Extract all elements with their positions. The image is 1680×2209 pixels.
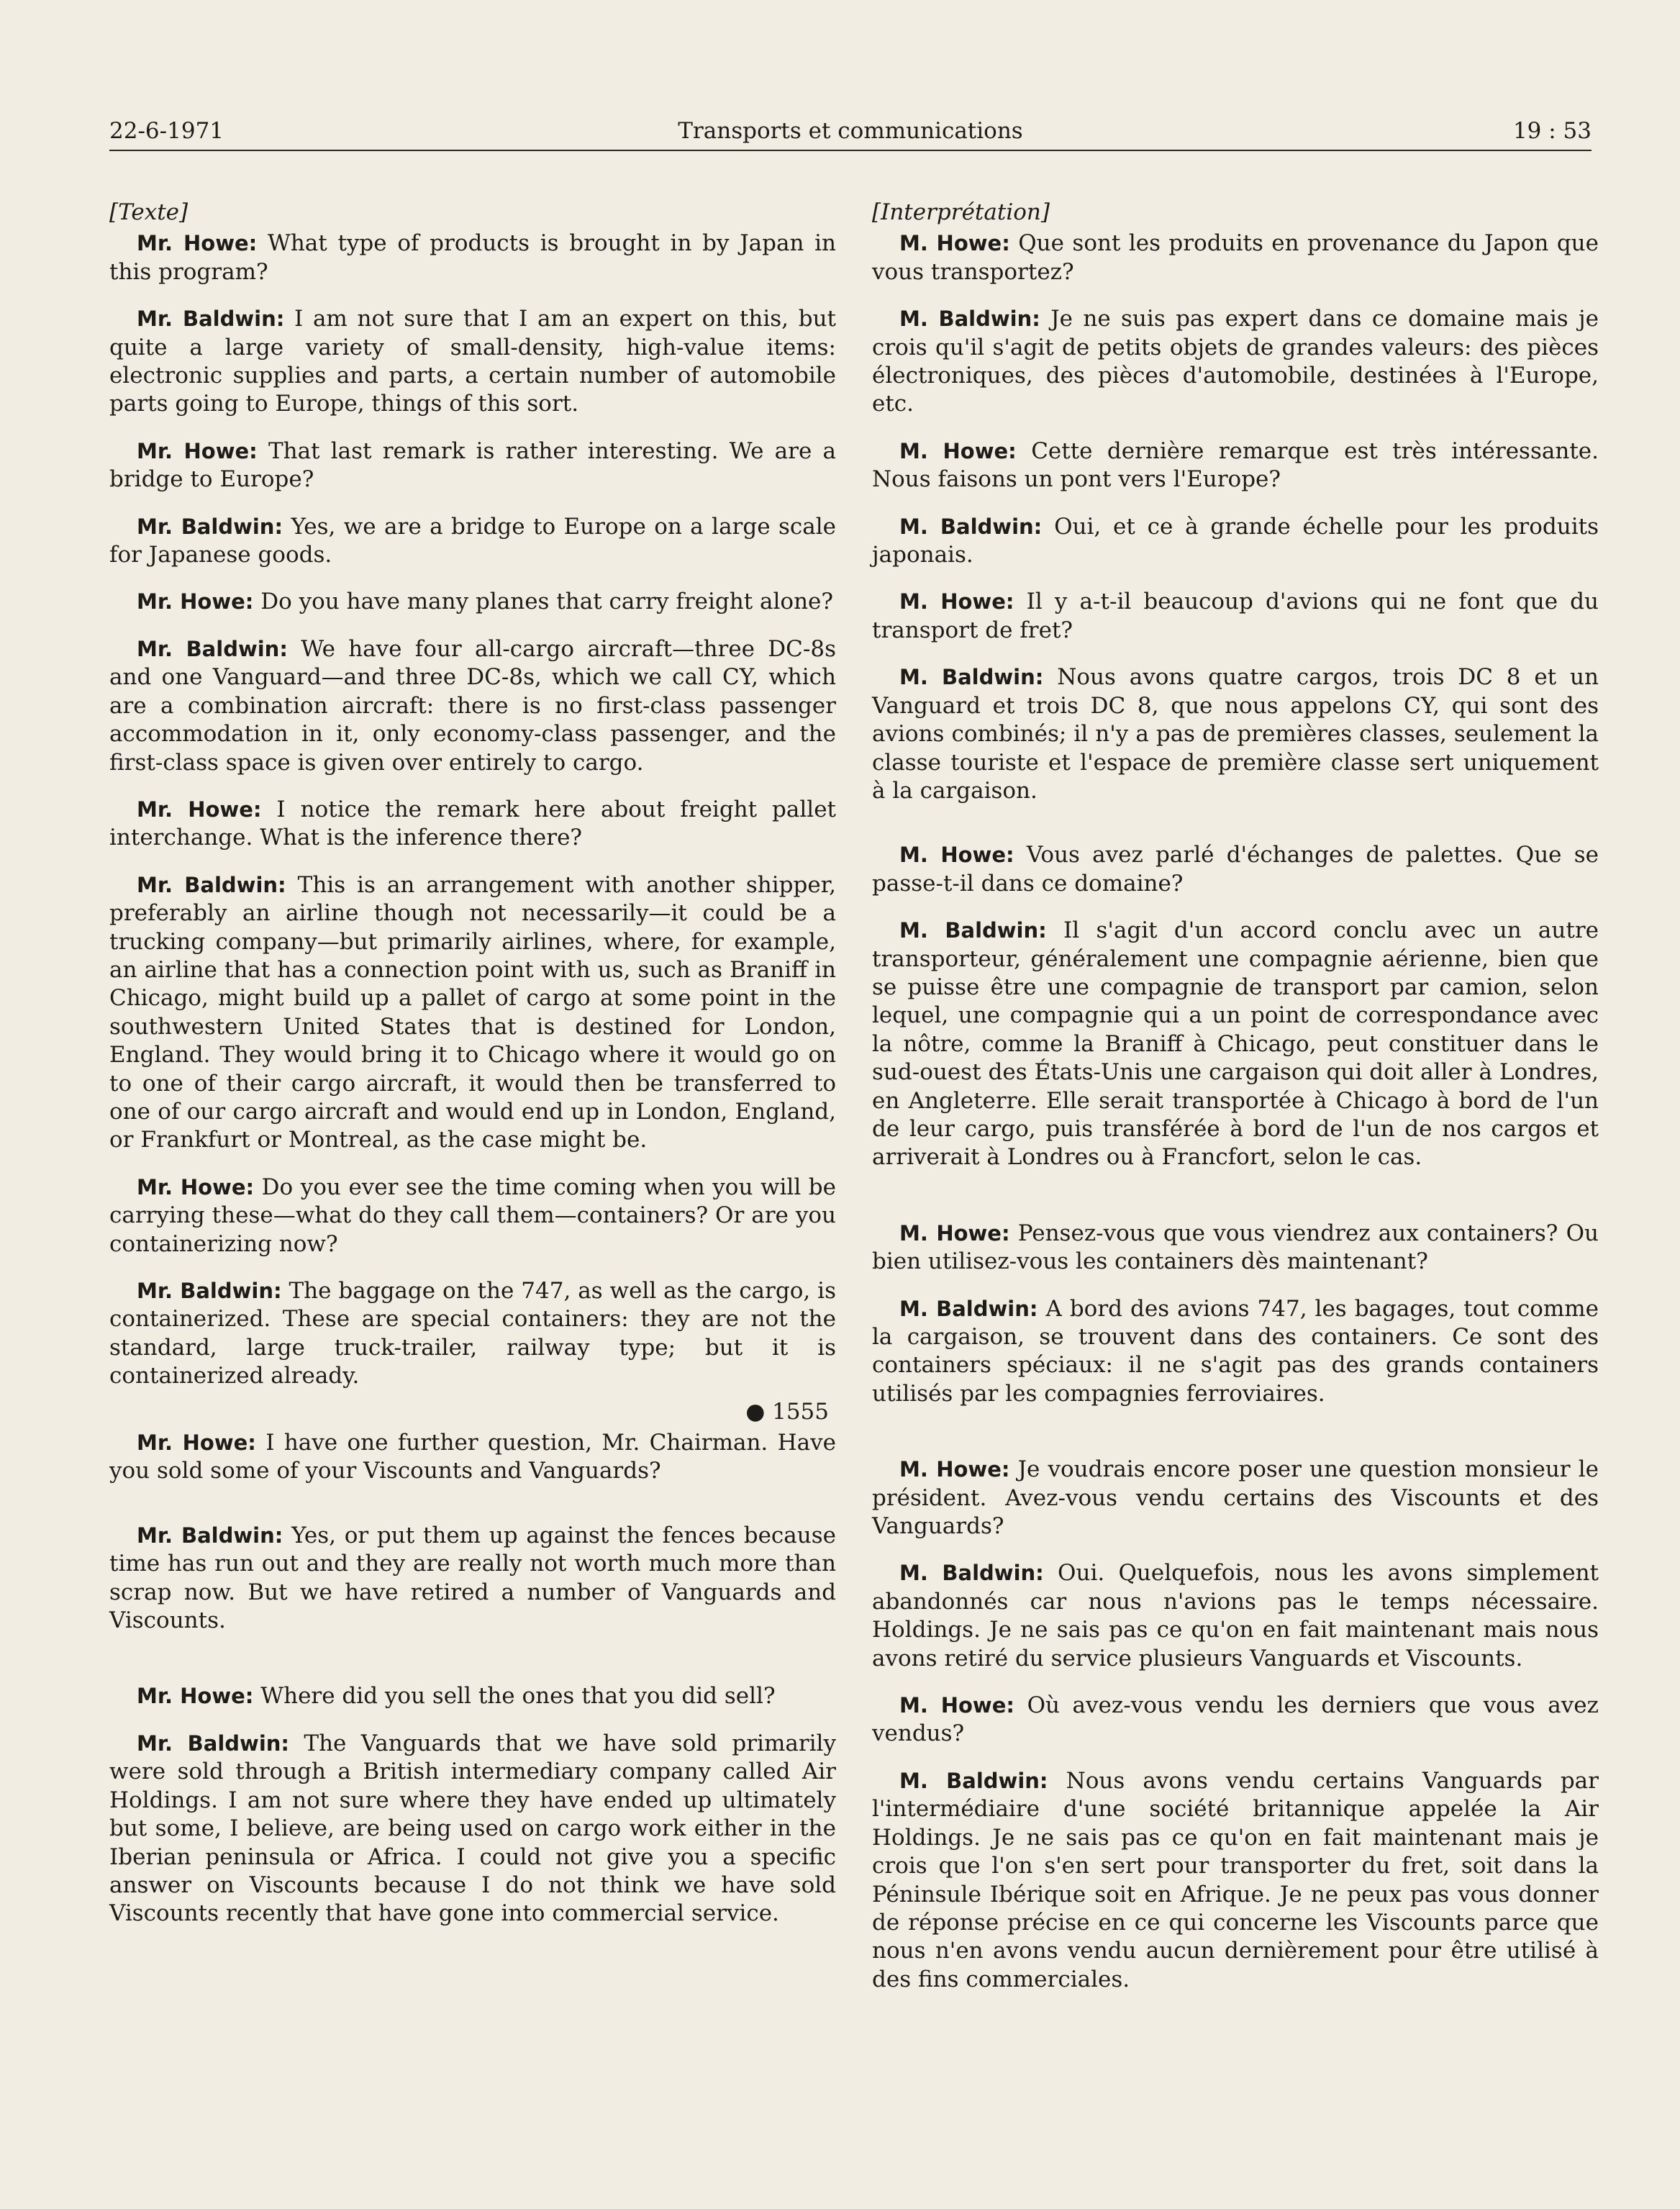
paragraph — [109, 1682, 836, 1710]
speaker-name: M. Baldwin: — [899, 665, 1044, 690]
speaker-name: M. Howe: — [899, 1693, 1014, 1718]
paragraph — [872, 841, 1599, 898]
paragraph-text: Oui. Quelquefois, nous les avons simplement abandonnés car nous n'avions pas le temps nécessaire. Holdings. Je ne sais pas ce qu'on en fait maintenant mais nous avons retiré du service plusieurs Vanguards et Viscounts. — [872, 1560, 1599, 1672]
paragraph — [872, 1559, 1599, 1673]
paragraph — [872, 230, 1599, 286]
paragraph-text: Do you have many planes that carry freight alone? — [253, 589, 834, 615]
speaker-name: Mr. Baldwin: — [137, 1523, 283, 1548]
english-column — [109, 199, 836, 1947]
paragraph — [872, 1767, 1599, 1994]
time-marker: ● 1555 — [745, 1398, 829, 1425]
paragraph-text: Nous avons quatre cargos, trois DC 8 et un Vanguard et trois DC 8, que nous appelons CY, qui sont des avions combinés; il n'y a pas de premières classes, seulement la classe touriste et l'espace de première classe sert uniquement à la cargaison. — [872, 664, 1599, 804]
header-date: 22-6-1971 — [109, 118, 224, 144]
paragraph-text: This is an arrangement with another shipper, preferably an airline though not necessarily—it could be a trucking company—but primarily airlines, where, for example, an airline that has a connection point with us, such as Braniff in Chicago, might build up a pallet of cargo at some point in the southwestern United States that is destined for London, England. They would bring it to Chicago where it would go on to one of their cargo aircraft, it would then be transferred to one of our cargo aircraft and would end up in London, England, or Frankfurt or Montreal, as the case might be. — [109, 871, 836, 1153]
paragraph-text: We have four all-cargo aircraft—three DC-8s and one Vanguard—and three DC-8s, which we call CY, which are a combination aircraft: there is no first-class passenger accommodation in it, only economy-class passenger, and the first-class space is given over entirely to cargo. — [109, 635, 836, 776]
paragraph — [109, 230, 836, 286]
paragraph — [872, 663, 1599, 805]
speaker-name: Mr. Howe: — [137, 438, 258, 463]
speaker-name: Mr. Howe: — [137, 797, 262, 822]
speaker-name: Mr. Baldwin: — [137, 1279, 282, 1303]
paragraph-text: Yes, or put them up against the fences because time has run out and they are really not worth much more than scrap now. But we have retired a number of Vanguards and Viscounts. — [109, 1522, 836, 1634]
paragraph-text: Yes, we are a bridge to Europe on a large scale for Japanese goods. — [109, 513, 836, 568]
paragraph — [109, 437, 836, 494]
column-label: [Interprétation] — [872, 199, 1050, 225]
speaker-name: Mr. Baldwin: — [137, 1731, 290, 1756]
french-column — [872, 199, 1599, 2013]
paragraph — [109, 1522, 836, 1636]
speaker-name: Mr. Baldwin: — [137, 307, 285, 332]
paragraph — [109, 635, 836, 777]
speaker-name: Mr. Howe: — [137, 1174, 255, 1199]
speaker-name: Mr. Baldwin: — [137, 514, 283, 539]
speaker-name: M. Baldwin: — [899, 1768, 1048, 1793]
paragraph-text: Where did you sell the ones that you did sell? — [253, 1683, 776, 1710]
speaker-name: M. Howe: — [899, 1220, 1010, 1246]
paragraph-text: Je voudrais encore poser une question monsieur le président. Avez-vous vendu certains des Viscounts et des Vanguards? — [872, 1456, 1599, 1540]
paragraph-text: The Vanguards that we have sold primarily were sold through a British intermediary company called Air Holdings. I am not sure where they have ended up ultimately but some, I believe, are being used on cargo work either in the Iberian peninsula or Africa. I could not give you a specific answer on Viscounts because I do not think we have sold Viscounts recently that have gone into commercial service. — [109, 1730, 836, 1927]
paragraph-text: The baggage on the 747, as well as the cargo, is containerized. These are special containers: they are not the standard, large truck-trailer, railway type; but it is containerized already. — [109, 1278, 836, 1389]
paragraph — [109, 588, 836, 616]
paragraph-text: Où avez-vous vendu les derniers que vous avez vendus? — [872, 1692, 1599, 1747]
column-label: [Texte] — [109, 199, 189, 225]
paragraph — [872, 588, 1599, 645]
speaker-name: Mr. Howe: — [137, 1430, 256, 1456]
speaker-name: M. Baldwin: — [899, 514, 1043, 539]
paragraph-text: I notice the remark here about freight pallet interchange. What is the inference there? — [109, 796, 837, 851]
paragraph — [109, 1730, 836, 1928]
paragraph — [109, 513, 836, 570]
speaker-name: M. Howe: — [899, 438, 1017, 463]
speaker-name: M. Howe: — [899, 843, 1014, 868]
paragraph-text: Il s'agit d'un accord conclu avec un autre transporteur, généralement une compagnie aérienne, bien que se puisse être une compagnie de transport par camion, selon lequel, une compagnie qui a un point de correspondance avec la nôtre, comme la Braniff à Chicago, peut constituer dans le sud-ouest des États-Unis une cargaison qui doit aller à Londres, en Angleterre. Elle serait transportée à Chicago à bord de l'un de leur cargo, puis transférée à bord de l'un de nos cargos et arriverait à Londres ou à Francfort, selon le cas. — [872, 917, 1599, 1171]
header-title: Transports et communications — [678, 118, 1023, 144]
speaker-name: M. Howe: — [899, 1457, 1010, 1482]
paragraph — [109, 305, 836, 419]
speaker-name: Mr. Baldwin: — [137, 636, 288, 661]
paragraph — [109, 1174, 836, 1258]
paragraph — [872, 1456, 1599, 1541]
speaker-name: M. Baldwin: — [899, 307, 1040, 332]
speaker-name: Mr. Howe: — [137, 231, 258, 256]
paragraph — [872, 1220, 1599, 1276]
paragraph — [872, 305, 1599, 419]
speaker-name: M. Baldwin: — [899, 1296, 1038, 1321]
paragraph — [109, 871, 836, 1155]
speaker-name: Mr. Howe: — [137, 589, 254, 614]
paragraph — [109, 796, 836, 853]
paragraph-text: Pensez-vous que vous viendrez aux containers? Ou bien utilisez-vous les containers dès maintenant? — [872, 1220, 1599, 1275]
paragraph-text: What type of products is brought in by Japan in this program? — [109, 230, 836, 285]
paragraph-text: Je ne suis pas expert dans ce domaine mais je crois qu'il s'agit de petits objets de grandes valeurs: des pièces électroniques, des pièces d'automobile, destinées à l'Europe, etc. — [872, 306, 1599, 417]
paragraph — [872, 513, 1599, 570]
speaker-name: Mr. Howe: — [137, 1684, 254, 1709]
paragraph — [872, 917, 1599, 1172]
paragraph-text: Cette dernière remarque est très intéressante. Nous faisons un pont vers l'Europe? — [872, 437, 1599, 493]
speaker-name: M. Howe: — [899, 231, 1010, 256]
paragraph-text: I have one further question, Mr. Chairman. Have you sold some of your Viscounts and Vanguards? — [109, 1430, 836, 1484]
speaker-name: M. Baldwin: — [899, 1561, 1044, 1586]
paragraph — [872, 437, 1599, 494]
paragraph-text: A bord des avions 747, les bagages, tout comme la cargaison, se trouvent dans des containers. Ce sont des containers spéciaux: il ne s'agit pas des grands containers utilisés par les compagnies ferroviaires. — [872, 1295, 1599, 1407]
paragraph — [872, 1692, 1599, 1748]
paragraph — [109, 1277, 836, 1391]
paragraph-text: I am not sure that I am an expert on this, but quite a large variety of small-density, high-value items: electronic supplies and parts, a certain number of automobile parts going to Europe, things of this sort. — [109, 306, 836, 417]
speaker-name: M. Howe: — [899, 589, 1014, 614]
page-header — [109, 114, 1592, 151]
paragraph-text: Il y a-t-il beaucoup d'avions qui ne font que du transport de fret? — [872, 589, 1599, 643]
paragraph-text: Oui, et ce à grande échelle pour les produits japonais. — [872, 513, 1599, 568]
paragraph-text: Vous avez parlé d'échanges de palettes. Que se passe-t-il dans ce domaine? — [872, 842, 1599, 897]
paragraph-text: Nous avons vendu certains Vanguards par l'intermédiaire d'une société britannique appelée la Air Holdings. Je ne sais pas ce qu'on en fait maintenant mais je crois que l'on s'en sert pour transporter du fret, soit dans la Péninsule Ibérique soit en Afrique. Je ne peux pas vous donner de réponse précise en ce qui concerne les Viscounts parce que nous n'en avons vendu aucun dernièrement pour être utilisé à des fins commerciales. — [872, 1767, 1599, 1992]
paragraph — [109, 1429, 836, 1486]
paragraph-text: That last remark is rather interesting. We are a bridge to Europe? — [109, 437, 836, 493]
paragraph — [872, 1295, 1599, 1409]
paragraph-text: Do you ever see the time coming when you will be carrying these—what do they call them—containers? Or are you containerizing now? — [109, 1174, 836, 1257]
speaker-name: M. Baldwin: — [899, 918, 1047, 943]
header-page-number: 19 : 53 — [1512, 118, 1592, 144]
speaker-name: Mr. Baldwin: — [137, 872, 286, 897]
paragraph-text: Que sont les produits en provenance du Japon que vous transportez? — [872, 230, 1599, 285]
